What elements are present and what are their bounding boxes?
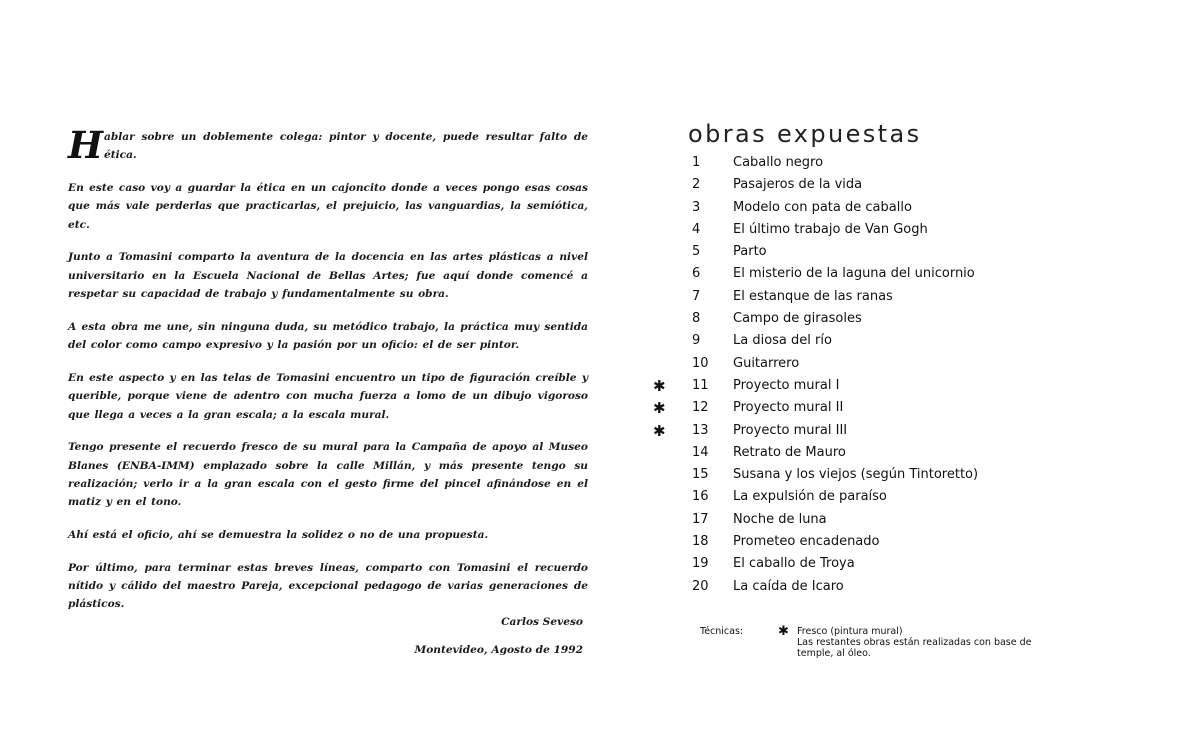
work-item xyxy=(650,174,1050,196)
work-title: Guitarrero xyxy=(733,355,800,371)
essay-paragraph: Ahí está el oficio, ahí se demuestra la solidez o no de una propuesta. xyxy=(68,529,489,542)
work-number: 20 xyxy=(692,578,709,594)
work-item xyxy=(650,286,1050,308)
work-item xyxy=(650,353,1050,375)
work-item xyxy=(650,486,1050,508)
dateline: Montevideo, Agosto de 1992 xyxy=(414,644,583,656)
work-item xyxy=(650,152,1050,174)
work-title: La expulsión de paraíso xyxy=(733,489,887,505)
techniques-fresco: Fresco (pintura mural) xyxy=(797,626,903,637)
work-item xyxy=(650,464,1050,486)
essay-paragraph: A esta obra me une, sin ninguna duda, su metódico trabajo, la práctica muy sentida del color como campo expresivo y la pasión por un oficio: el de ser pintor. xyxy=(68,320,588,352)
catalog-title: obras expuestas xyxy=(688,120,922,148)
work-number: 4 xyxy=(692,221,701,237)
work-title: Campo de girasoles xyxy=(733,311,862,327)
work-title: El caballo de Troya xyxy=(733,556,855,572)
essay-paragraph: En este caso voy a guardar la ética en un cajoncito donde a veces pongo esas cosas que más vale perderlas que practicarlas, el prejuicio, las vanguardias, la semiótica, etc. xyxy=(68,182,588,231)
asterisk-icon: ✱ xyxy=(653,376,666,395)
essay xyxy=(68,123,588,628)
work-title: La caída de Icaro xyxy=(733,578,844,594)
work-item xyxy=(650,375,1050,397)
asterisk-icon: ✱ xyxy=(653,399,666,418)
work-number: 19 xyxy=(692,556,709,572)
work-title: El estanque de las ranas xyxy=(733,288,893,304)
work-item xyxy=(650,531,1050,553)
work-item xyxy=(650,442,1050,464)
work-item xyxy=(650,576,1050,598)
work-number: 6 xyxy=(692,266,701,282)
work-title: El misterio de la laguna del unicornio xyxy=(733,266,975,282)
work-number: 1 xyxy=(692,155,701,170)
work-title: Prometeo encadenado xyxy=(733,534,880,550)
techniques-note: Las restantes obras están realizadas con base de temple, al óleo. xyxy=(797,637,1032,659)
work-title: Pasajeros de la vida xyxy=(733,177,863,193)
work-number: 12 xyxy=(692,400,709,416)
essay-paragraph: Junto a Tomasini comparto la aventura de la docencia en las artes plásticas a nivel universitario en la Escuela Nacional de Bellas Artes; fue aquí donde comencé a respetar su capacidad de trabajo y fundamentalmente su obra. xyxy=(68,251,588,301)
work-item xyxy=(650,420,1050,442)
work-title: Proyecto mural II xyxy=(733,400,844,416)
work-item xyxy=(650,330,1050,352)
work-title: Caballo negro xyxy=(733,155,824,170)
work-title: Proyecto mural III xyxy=(733,422,848,438)
work-title: Noche de luna xyxy=(733,511,827,527)
work-number: 9 xyxy=(692,333,701,349)
work-number: 15 xyxy=(692,467,709,483)
work-title: Retrato de Mauro xyxy=(733,444,846,460)
asterisk-icon: ✱ xyxy=(778,624,789,639)
essay-paragraph: Tengo presente el recuerdo fresco de su mural para la Campaña de apoyo al Museo Blanes (ENBA-IMM) emplazado sobre la calle Millán, y más presente tengo su realización; verlo ir a la gran escala con el gesto firme del pincel afinándose en el matiz y en el tono. xyxy=(68,441,588,509)
work-item xyxy=(650,553,1050,575)
work-item xyxy=(650,308,1050,330)
work-title: Modelo con pata de caballo xyxy=(733,199,912,215)
work-title: Proyecto mural I xyxy=(733,377,840,393)
work-item xyxy=(650,263,1050,285)
work-number: 17 xyxy=(692,511,709,527)
work-title: Susana y los viejos (según Tintoretto) xyxy=(733,467,979,483)
drop-cap: H xyxy=(68,123,103,167)
work-number: 13 xyxy=(692,422,709,438)
work-number: 10 xyxy=(692,355,709,371)
work-number: 16 xyxy=(692,489,709,505)
essay-paragraph: En este aspecto y en las telas de Tomasini encuentro un tipo de figuración creíble y querible, porque viene de adentro con mucha fuerza a lomo de un dibujo vigoroso que llega a veces a la gran escala; a la escala mural. xyxy=(68,371,588,421)
work-number: 3 xyxy=(692,199,701,215)
work-number: 8 xyxy=(692,311,701,327)
asterisk-icon: ✱ xyxy=(653,421,666,440)
work-item xyxy=(650,219,1050,241)
work-number: 18 xyxy=(692,534,709,550)
works-list xyxy=(650,152,1050,598)
essay-paragraph-1 xyxy=(68,123,588,167)
work-number: 2 xyxy=(692,177,701,193)
work-title: La diosa del río xyxy=(733,333,832,349)
work-item xyxy=(650,397,1050,419)
essay-paragraph: Por último, para terminar estas breves líneas, comparto con Tomasini el recuerdo nítido y cálido del maestro Pareja, excepcional pedagogo de varias generaciones de plásticos. xyxy=(68,561,588,611)
work-number: 14 xyxy=(692,444,709,460)
work-number: 7 xyxy=(692,288,701,304)
work-title: Parto xyxy=(733,244,767,260)
work-item xyxy=(650,241,1050,263)
techniques-label: Técnicas: xyxy=(700,626,744,637)
work-number: 5 xyxy=(692,244,701,260)
work-item xyxy=(650,509,1050,531)
author-signature: Carlos Seveso xyxy=(501,616,583,628)
work-title: El último trabajo de Van Gogh xyxy=(733,221,928,237)
work-item xyxy=(650,197,1050,219)
essay-paragraph-1-text: ablar sobre un doblemente colega: pintor y docente, puede resultar falto de ética. xyxy=(103,131,588,162)
work-number: 11 xyxy=(692,377,709,393)
